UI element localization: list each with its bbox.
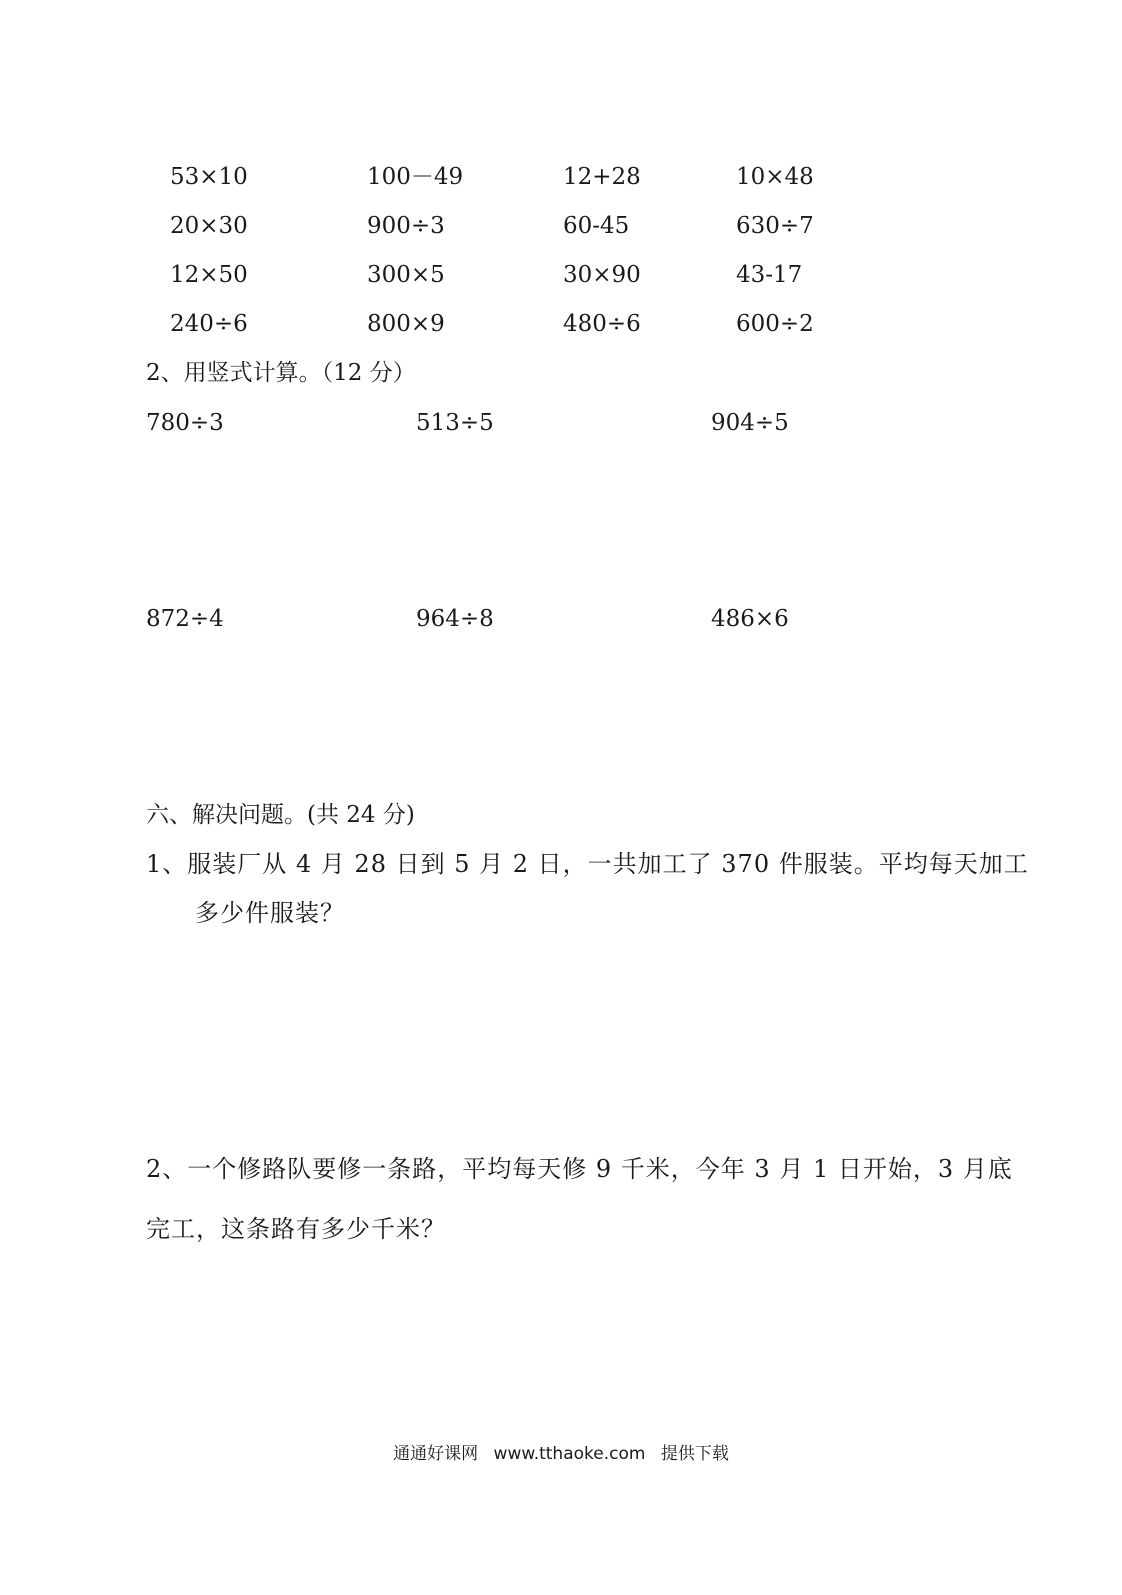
oral-item: 20×30 (170, 213, 248, 239)
oral-item: 12×50 (170, 262, 248, 288)
vertical-calc-heading: 2、用竖式计算。（12 分） (146, 360, 416, 386)
page-footer (0, 1442, 1122, 1466)
vertical-calc-item: 486×6 (711, 606, 789, 632)
oral-item: 900÷3 (367, 213, 445, 239)
vertical-calc-item: 964÷8 (416, 606, 494, 632)
problem-2-line-2: 完工，这条路有多少千米？ (146, 1215, 446, 1243)
vertical-calc-item: 904÷5 (711, 410, 789, 436)
vertical-calc-item: 872÷4 (146, 606, 224, 632)
section-six-heading: 六、解决问题。(共 24 分) (146, 802, 415, 828)
oral-item: 600÷2 (736, 311, 814, 337)
footer-url[interactable]: www.tthaoke.com (493, 1444, 646, 1464)
oral-item: 240÷6 (170, 311, 248, 337)
problem-1-line-2: 多少件服装？ (195, 899, 345, 927)
footer-site-name: 通通好课网 (393, 1444, 479, 1464)
vertical-calc-item: 513÷5 (416, 410, 494, 436)
oral-item: 10×48 (736, 164, 814, 190)
oral-item: 30×90 (563, 262, 641, 288)
footer-suffix: 提供下载 (660, 1444, 729, 1464)
oral-item: 630÷7 (736, 213, 814, 239)
oral-item: 100－49 (367, 164, 464, 190)
oral-item: 300×5 (367, 262, 445, 288)
oral-item: 800×9 (367, 311, 445, 337)
oral-item: 12+28 (563, 164, 641, 190)
problem-1-line-1: 1、服装厂从 4 月 28 日到 5 月 2 日，一共加工了 370 件服装。平均每天加工 (146, 850, 1029, 878)
oral-item: 480÷6 (563, 311, 641, 337)
problem-2-line-1: 2、一个修路队要修一条路，平均每天修 9 千米，今年 3 月 1 日开始，3 月底 (146, 1155, 1013, 1183)
oral-item: 60-45 (563, 213, 630, 239)
oral-item: 43-17 (736, 262, 803, 288)
vertical-calc-item: 780÷3 (146, 410, 224, 436)
oral-item: 53×10 (170, 164, 248, 190)
